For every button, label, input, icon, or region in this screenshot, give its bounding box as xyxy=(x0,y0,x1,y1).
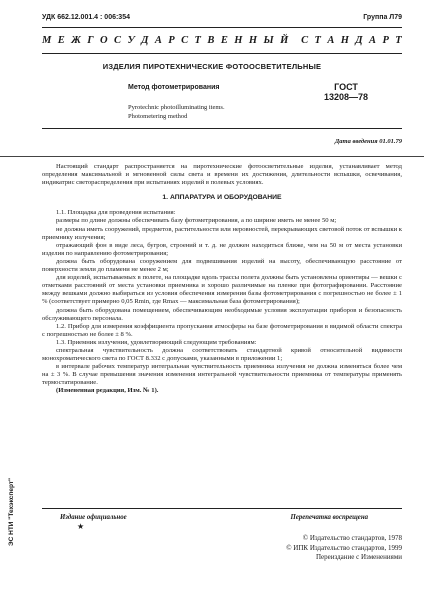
banner-letter: А xyxy=(369,35,377,46)
copyright-line: Переиздание с Изменениями xyxy=(315,553,402,562)
amendment-note: (Измененная редакция, Изм. № 1). xyxy=(56,387,159,395)
banner-letter: С xyxy=(181,35,189,46)
star-icon: ★ xyxy=(77,522,85,531)
body-paragraph: 1.1. Площадка для проведения испытания: xyxy=(56,209,176,217)
banner-letter: М xyxy=(42,35,52,46)
body-paragraph: размеры по длине должны обеспечивать базу фотометрирования, а по ширине иметь не менее 50 м; xyxy=(56,217,337,225)
english-title-line: Photometering method xyxy=(128,113,188,120)
body-paragraph: отражающий фон в виде леса, бугров, строений и т. д. не должен находиться ближе, чем на 50 м от места установки изделия по направлению фотометрирования; xyxy=(42,241,402,257)
reprint-prohibited: Перепечатка воспрещена xyxy=(290,514,368,521)
banner-letter: Г xyxy=(87,35,94,46)
banner-letter: Е xyxy=(220,35,228,46)
banner-letter: Ы xyxy=(263,35,274,46)
english-title-line: Pyrotechnic photoilluminating items. xyxy=(128,104,225,111)
body-paragraph: спектральная чувствительность должна соответствовать стандартной кривой относительной видимости монохроматического света по ГОСТ 8.332 с допусками, указанными в приложении 1; xyxy=(42,346,402,363)
banner-letter: Р xyxy=(382,35,389,46)
body-paragraph: 1.2. Прибор для измерения коэффициента пропускания атмосферы на базе фотометрирования в видимой области спектра с погрешностью не более ± 8 %. xyxy=(42,322,402,338)
banner-letter: А xyxy=(327,35,335,46)
banner-letter: Ж xyxy=(71,35,81,46)
side-watermark xyxy=(6,356,18,556)
body-paragraph: 1.3. Приемник излучения, удовлетворяющий следующим требованиям: xyxy=(56,338,257,346)
body-paragraph: должна быть оборудована сооружением для подвешивания изделий на высоту, обеспечивающую расстояние от поверхности земли до пламени не менее 2 м; xyxy=(42,257,402,274)
udk-code: УДК 662.12.001.4 : 006:354 xyxy=(42,14,130,21)
section-heading: 1. АППАРАТУРА И ОБОРУДОВАНИЕ xyxy=(162,194,282,202)
gost-number xyxy=(324,82,368,102)
banner-letter: Д xyxy=(355,35,363,46)
banner-letter: А xyxy=(154,35,162,46)
interstate-standard-banner xyxy=(42,35,402,46)
side-watermark-text: ЭС НТИ "Техэксперт" xyxy=(8,477,15,546)
banner-letter: Т xyxy=(314,35,321,46)
banner-letter: Т xyxy=(194,35,201,46)
body-paragraph: в интервале рабочих температур интегральная чувствительность приемника излучения не должна изменяться более чем на ± 3 %. В случае превышения значения изменения интегральной чувствительности приемника от температуры применять термостатирование. xyxy=(42,363,402,387)
copyright-block xyxy=(286,534,402,563)
copyright-line: © ИПК Издательство стандартов, 1999 xyxy=(286,543,402,552)
banner-letter: С xyxy=(114,35,122,46)
banner-letter: Н xyxy=(340,35,349,46)
document-body xyxy=(42,163,402,396)
banner-letter: С xyxy=(301,35,309,46)
banner-letter: Т xyxy=(395,35,402,46)
banner-letter: В xyxy=(207,35,215,46)
official-edition: Издание официальное xyxy=(60,514,127,521)
copyright-line: © Издательство стандартов, 1978 xyxy=(302,534,402,542)
banner-rule xyxy=(42,53,402,54)
body-paragraph: для изделий, испытываемых в полете, на площадке вдоль трассы полета должны быть установлены ориентиры — вешки с отметками расстояний от места установки приемника и хорошо различимые на пленке при фотографировании. Расстояние между вешками должно выбираться из условия обеспечения измерения базы фотометрирования с погрешностью не более ± 1 % (соответствует примерно 0,05 Rmin, где Rmax — максимальная база фотометрирования); xyxy=(42,274,402,306)
body-paragraph: должна быть оборудована помещением, обеспечивающим необходимые условия эксплуатации приборов и безопасность обслуживающего персонала. xyxy=(42,306,402,322)
footer-rule xyxy=(42,508,402,509)
intro-paragraph: Настоящий стандарт распространяется на пиротехнические фотоосветительные изделия, устанавливает метод определения максимальной и мгновенной силы света и времени их достижения, длительности вспышки, освечивания, индикатрис светораспределения при испытаниях изделий в полевых условиях. xyxy=(42,163,402,187)
group-code: Группа Л79 xyxy=(363,14,402,21)
banner-letter: Д xyxy=(141,35,149,46)
gost-label: ГОСТ xyxy=(334,82,358,92)
banner-letter: Р xyxy=(168,35,175,46)
top-rule xyxy=(42,27,402,28)
date-rule xyxy=(0,156,424,157)
gost-code: 13208—78 xyxy=(324,92,369,102)
banner-letter: Е xyxy=(57,35,65,46)
title-rule xyxy=(42,128,402,129)
method-subtitle: Метод фотометрирования xyxy=(128,84,220,91)
banner-letter: Н xyxy=(234,35,243,46)
body-paragraph: не должна иметь сооружений, предметов, растительности или неровностей, перекрывающих световой поток от вспышки к приемнику излучения; xyxy=(42,225,402,241)
document-title: ИЗДЕЛИЯ ПИРОТЕХНИЧЕСКИЕ ФОТООСВЕТИТЕЛЬНЫЕ xyxy=(102,62,322,71)
english-title xyxy=(128,103,225,121)
banner-letter: О xyxy=(100,35,108,46)
banner-letter: Й xyxy=(280,35,289,46)
banner-letter: У xyxy=(127,35,135,46)
banner-letter: Н xyxy=(248,35,258,46)
effective-date: Дата введения 01.01.79 xyxy=(334,138,402,145)
